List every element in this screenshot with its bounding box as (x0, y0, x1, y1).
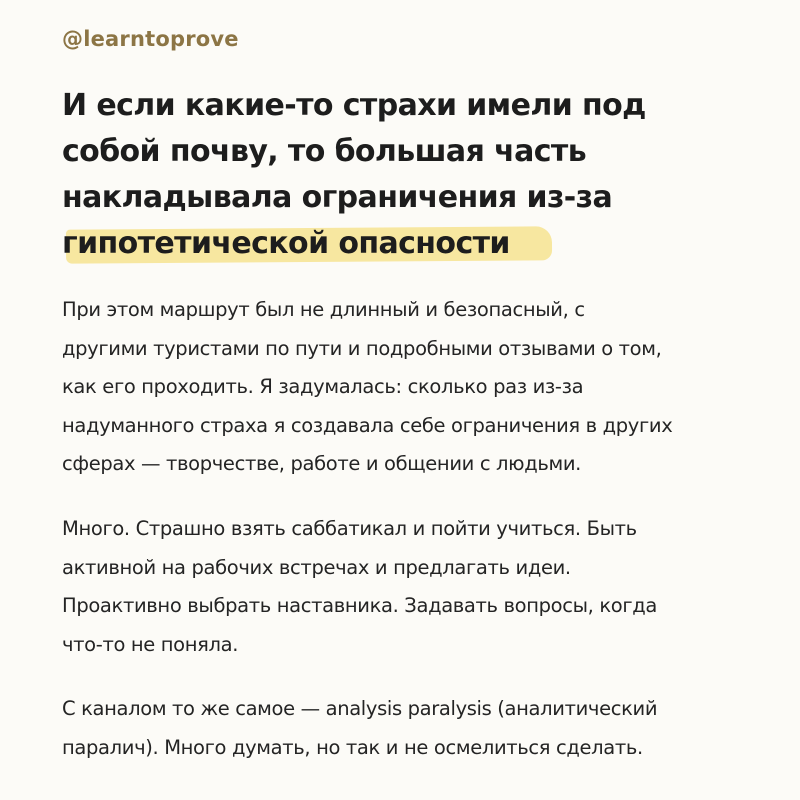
headline-line: собой почву, то большая часть (62, 134, 587, 169)
paragraph-line: Проактивно выбрать наставника. Задавать вопросы, когда (62, 594, 658, 617)
paragraph-line: Много. Страшно взять саббатикал и пойти учиться. Быть (62, 517, 637, 540)
paragraph-line: что-то не поняла. (62, 632, 239, 656)
headline (62, 83, 752, 267)
author-handle: @learntoprove (62, 27, 239, 51)
paragraph-line: сферах — творчестве, работе и общении с людьми. (62, 452, 582, 475)
paragraph-line: С каналом то же самое — analysis paralysis (аналитический (62, 697, 658, 720)
paragraph-line: При этом маршрут был не длинный и безопасный, с (62, 298, 585, 321)
headline-line: накладывала ограничения из-за (62, 180, 613, 215)
paragraph-line: активной на рабочих встречах и предлагать идеи. (62, 555, 571, 579)
paragraph-line: как его проходить. Я задумалась: сколько раз из-за (62, 375, 584, 398)
paragraph-line: другими туристами по пути и подробными отзывами о том, (62, 336, 662, 360)
paragraph-line: надуманного страха я создавала себе ограничения в других (62, 413, 673, 437)
paragraph-line: паралич). Много думать, но так и не осмелиться сделать. (62, 735, 643, 759)
headline-line-highlighted: гипотетической опасности (62, 226, 510, 261)
paragraph-route (62, 291, 752, 484)
paragraph-examples (62, 510, 752, 664)
paragraph-channel (62, 690, 752, 767)
headline-line: И если какие-то страхи имели под (62, 88, 646, 123)
